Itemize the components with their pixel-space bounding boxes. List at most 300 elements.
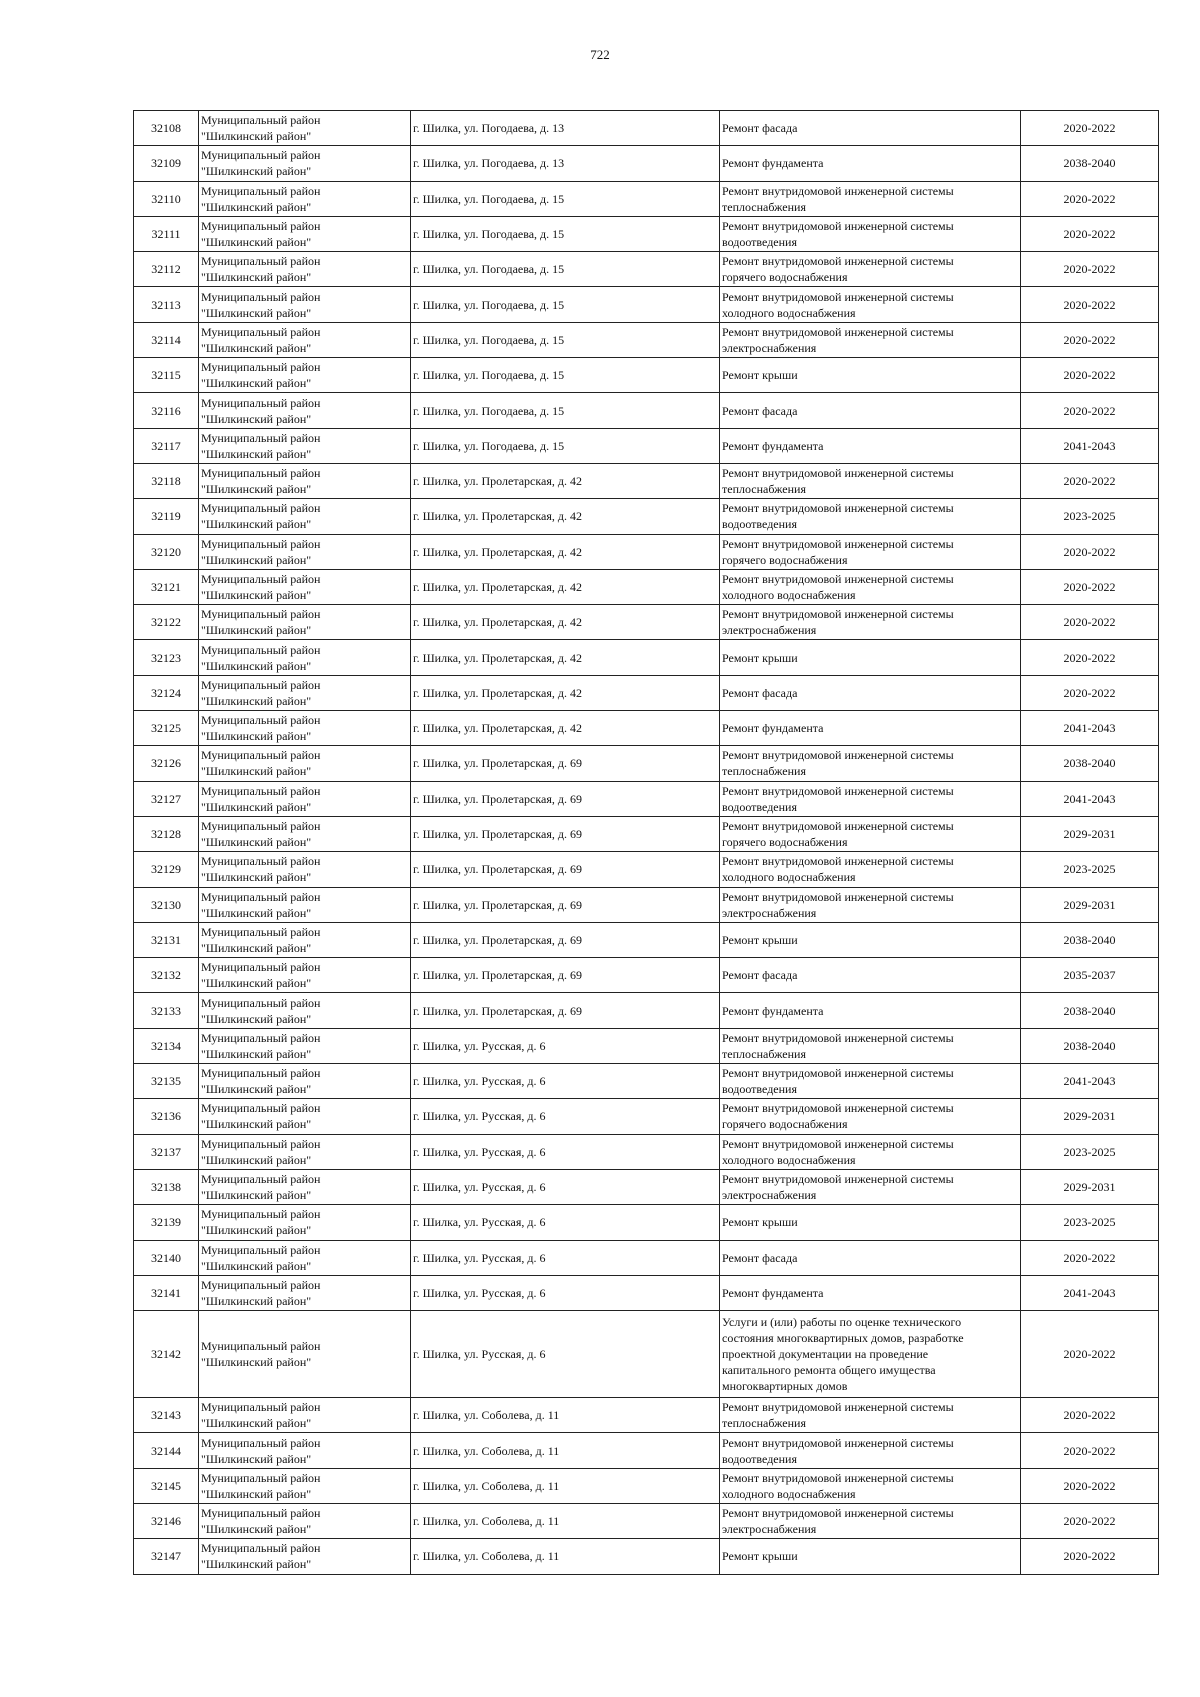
- work-type-line-1: Ремонт фасада: [722, 121, 798, 136]
- period-cell: 2020-2022: [1021, 1398, 1159, 1433]
- address-cell: г. Шилка, ул. Русская, д. 6: [411, 1311, 720, 1398]
- table-row: [134, 1311, 1159, 1398]
- work-type-line-1: Ремонт внутридомовой инженерной системы: [722, 748, 954, 763]
- period-cell: 2020-2022: [1021, 569, 1159, 604]
- work-type-cell: [720, 922, 1021, 957]
- municipality-line-2: "Шилкинский район": [201, 270, 312, 285]
- municipality-line-1: Муниципальный район: [201, 324, 321, 339]
- work-type-line-2: теплоснабжения: [722, 1416, 806, 1431]
- period-cell: 2029-2031: [1021, 816, 1159, 851]
- table-row: [134, 852, 1159, 887]
- work-type-cell: [720, 640, 1021, 675]
- period-cell: 2038-2040: [1021, 922, 1159, 957]
- period-cell: 2020-2022: [1021, 393, 1159, 428]
- municipality-line-1: Муниципальный район: [201, 1435, 321, 1450]
- municipality-cell: [199, 605, 411, 640]
- address-cell: г. Шилка, ул. Пролетарская, д. 69: [411, 852, 720, 887]
- table-row: [134, 887, 1159, 922]
- row-number-cell: 32140: [134, 1240, 199, 1275]
- table-row: [134, 569, 1159, 604]
- municipality-line-1: Муниципальный район: [201, 536, 321, 551]
- work-type-cell: [720, 428, 1021, 463]
- row-number-cell: 32134: [134, 1028, 199, 1063]
- work-type-line-1: Ремонт крыши: [722, 932, 798, 947]
- table-row: [134, 1064, 1159, 1099]
- municipality-line-2: "Шилкинский район": [201, 1416, 312, 1431]
- municipality-line-2: "Шилкинский район": [201, 517, 312, 532]
- period-cell: 2023-2025: [1021, 1134, 1159, 1169]
- municipality-line-1: Муниципальный район: [201, 677, 321, 692]
- municipality-line-2: "Шилкинский район": [201, 411, 312, 426]
- address-cell: г. Шилка, ул. Соболева, д. 11: [411, 1398, 720, 1433]
- period-cell: 2020-2022: [1021, 358, 1159, 393]
- period-cell: 2020-2022: [1021, 534, 1159, 569]
- work-type-line-1: Ремонт внутридомовой инженерной системы: [722, 1506, 954, 1521]
- work-type-line-1: Ремонт внутридомовой инженерной системы: [722, 1435, 954, 1450]
- municipality-line-1: Муниципальный район: [201, 1506, 321, 1521]
- work-type-line-2: горячего водоснабжения: [722, 552, 848, 567]
- municipality-line-1: Муниципальный район: [201, 183, 321, 198]
- municipality-line-1: Муниципальный район: [201, 1470, 321, 1485]
- work-type-cell: [720, 605, 1021, 640]
- work-type-line: Услуги и (или) работы по оценке технического: [722, 1315, 962, 1330]
- work-type-cell: [720, 1134, 1021, 1169]
- work-type-line: многоквартирных домов: [722, 1379, 848, 1394]
- municipality-cell: [199, 569, 411, 604]
- municipality-line-2: "Шилкинский район": [201, 340, 312, 355]
- municipality-line-1: Муниципальный район: [201, 360, 321, 375]
- row-number-cell: 32124: [134, 675, 199, 710]
- period-cell: 2029-2031: [1021, 1099, 1159, 1134]
- table-row: [134, 146, 1159, 181]
- row-number-cell: 32138: [134, 1169, 199, 1204]
- work-type-line-1: Ремонт крыши: [722, 1215, 798, 1230]
- work-type-cell: [720, 1398, 1021, 1433]
- municipality-line-1: Муниципальный район: [201, 1207, 321, 1222]
- address-cell: г. Шилка, ул. Пролетарская, д. 69: [411, 746, 720, 781]
- table-row: [134, 322, 1159, 357]
- row-number-cell: 32143: [134, 1398, 199, 1433]
- period-cell: 2020-2022: [1021, 1311, 1159, 1398]
- period-cell: 2020-2022: [1021, 640, 1159, 675]
- work-type-line-1: Ремонт внутридомовой инженерной системы: [722, 1172, 954, 1187]
- municipality-cell: [199, 499, 411, 534]
- municipality-cell: [199, 1398, 411, 1433]
- table-row: [134, 499, 1159, 534]
- work-type-line-2: теплоснабжения: [722, 199, 806, 214]
- period-cell: 2020-2022: [1021, 675, 1159, 710]
- table-row: [134, 922, 1159, 957]
- work-type-line-1: Ремонт внутридомовой инженерной системы: [722, 219, 954, 234]
- municipality-line-2: "Шилкинский район": [201, 729, 312, 744]
- municipality-cell: [199, 358, 411, 393]
- municipality-cell: [199, 1468, 411, 1503]
- row-number-cell: 32120: [134, 534, 199, 569]
- work-type-line-1: Ремонт фасада: [722, 968, 798, 983]
- municipality-line-1: Муниципальный район: [201, 1066, 321, 1081]
- work-type-line-1: Ремонт крыши: [722, 368, 798, 383]
- period-cell: 2038-2040: [1021, 993, 1159, 1028]
- period-cell: 2029-2031: [1021, 1169, 1159, 1204]
- address-cell: г. Шилка, ул. Погодаева, д. 15: [411, 287, 720, 322]
- municipality-cell: [199, 1311, 411, 1398]
- table-row: [134, 1169, 1159, 1204]
- work-type-cell: [720, 675, 1021, 710]
- table-row: [134, 1134, 1159, 1169]
- work-type-line-2: теплоснабжения: [722, 764, 806, 779]
- municipality-line-1: Муниципальный район: [201, 1242, 321, 1257]
- work-type-line-1: Ремонт внутридомовой инженерной системы: [722, 854, 954, 869]
- table-row: [134, 181, 1159, 216]
- work-type-line-2: холодного водоснабжения: [722, 870, 856, 885]
- address-cell: г. Шилка, ул. Русская, д. 6: [411, 1205, 720, 1240]
- municipality-cell: [199, 287, 411, 322]
- work-type-cell: [720, 852, 1021, 887]
- municipality-cell: [199, 1240, 411, 1275]
- municipality-line-2: "Шилкинский район": [201, 623, 312, 638]
- work-type-line-1: Ремонт внутридомовой инженерной системы: [722, 1470, 954, 1485]
- row-number-cell: 32145: [134, 1468, 199, 1503]
- municipality-line-1: Муниципальный район: [201, 819, 321, 834]
- period-cell: 2041-2043: [1021, 711, 1159, 746]
- work-type-line-1: Ремонт внутридомовой инженерной системы: [722, 501, 954, 516]
- work-type-line-1: Ремонт внутридомовой инженерной системы: [722, 1136, 954, 1151]
- municipality-line-2: "Шилкинский район": [201, 1557, 312, 1572]
- municipality-cell: [199, 887, 411, 922]
- municipality-cell: [199, 922, 411, 957]
- period-cell: 2035-2037: [1021, 958, 1159, 993]
- table-row: [134, 1205, 1159, 1240]
- work-type-cell: [720, 287, 1021, 322]
- municipality-cell: [199, 746, 411, 781]
- address-cell: г. Шилка, ул. Русская, д. 6: [411, 1169, 720, 1204]
- address-cell: г. Шилка, ул. Пролетарская, д. 69: [411, 993, 720, 1028]
- work-type-line-1: Ремонт фасада: [722, 1250, 798, 1265]
- row-number-cell: 32146: [134, 1503, 199, 1538]
- municipality-line-2: "Шилкинский район": [201, 1188, 312, 1203]
- work-type-line-1: Ремонт внутридомовой инженерной системы: [722, 1400, 954, 1415]
- work-type-line-2: водоотведения: [722, 517, 797, 532]
- table-row: [134, 1398, 1159, 1433]
- work-type-cell: [720, 1205, 1021, 1240]
- row-number-cell: 32125: [134, 711, 199, 746]
- municipality-line-1: Муниципальный район: [201, 748, 321, 763]
- municipality-cell: [199, 534, 411, 569]
- municipality-cell: [199, 1433, 411, 1468]
- address-cell: г. Шилка, ул. Пролетарская, д. 42: [411, 675, 720, 710]
- municipality-line-1: Муниципальный район: [201, 1541, 321, 1556]
- work-type-cell: [720, 1064, 1021, 1099]
- work-type-cell: [720, 1433, 1021, 1468]
- municipality-cell: [199, 146, 411, 181]
- work-type-cell: [720, 781, 1021, 816]
- municipality-cell: [199, 393, 411, 428]
- period-cell: 2020-2022: [1021, 111, 1159, 146]
- municipality-line-2: "Шилкинский район": [201, 1522, 312, 1537]
- municipality-cell: [199, 1539, 411, 1574]
- address-cell: г. Шилка, ул. Погодаева, д. 15: [411, 181, 720, 216]
- period-cell: 2020-2022: [1021, 287, 1159, 322]
- period-cell: 2020-2022: [1021, 1240, 1159, 1275]
- municipality-line-2: "Шилкинский район": [201, 799, 312, 814]
- work-type-cell: [720, 1099, 1021, 1134]
- table-row: [134, 746, 1159, 781]
- municipality-line-1: Муниципальный район: [201, 960, 321, 975]
- work-type-line-2: горячего водоснабжения: [722, 270, 848, 285]
- work-type-line-1: Ремонт фасада: [722, 685, 798, 700]
- municipality-line-1: Муниципальный район: [201, 1339, 321, 1354]
- period-cell: 2029-2031: [1021, 887, 1159, 922]
- municipality-line-2: "Шилкинский район": [201, 552, 312, 567]
- period-cell: 2020-2022: [1021, 252, 1159, 287]
- municipality-line-2: "Шилкинский район": [201, 235, 312, 250]
- table-body: [134, 111, 1159, 1575]
- work-type-line: проектной документации на проведение: [722, 1347, 929, 1362]
- municipality-line-2: "Шилкинский район": [201, 693, 312, 708]
- work-type-line-2: электроснабжения: [722, 1522, 817, 1537]
- table-row: [134, 993, 1159, 1028]
- municipality-cell: [199, 322, 411, 357]
- period-cell: 2020-2022: [1021, 216, 1159, 251]
- table-row: [134, 1468, 1159, 1503]
- address-cell: г. Шилка, ул. Погодаева, д. 15: [411, 216, 720, 251]
- row-number-cell: 32142: [134, 1311, 199, 1398]
- work-type-cell: [720, 958, 1021, 993]
- municipality-line-2: "Шилкинский район": [201, 446, 312, 461]
- municipality-line-1: Муниципальный район: [201, 642, 321, 657]
- work-type-line-2: холодного водоснабжения: [722, 1486, 856, 1501]
- work-type-line-1: Ремонт фундамента: [722, 1285, 824, 1300]
- municipality-line-2: "Шилкинский район": [201, 870, 312, 885]
- period-cell: 2020-2022: [1021, 1433, 1159, 1468]
- work-type-line-2: электроснабжения: [722, 1188, 817, 1203]
- municipality-cell: [199, 852, 411, 887]
- page-number: 722: [590, 47, 610, 62]
- row-number-cell: 32131: [134, 922, 199, 957]
- work-type-cell: [720, 463, 1021, 498]
- period-cell: 2020-2022: [1021, 1539, 1159, 1574]
- work-type-cell: [720, 1240, 1021, 1275]
- address-cell: г. Шилка, ул. Русская, д. 6: [411, 1240, 720, 1275]
- municipality-line-1: Муниципальный район: [201, 572, 321, 586]
- address-cell: г. Шилка, ул. Пролетарская, д. 69: [411, 922, 720, 957]
- address-cell: г. Шилка, ул. Пролетарская, д. 42: [411, 640, 720, 675]
- period-cell: 2041-2043: [1021, 781, 1159, 816]
- table-row: [134, 1275, 1159, 1310]
- table-row: [134, 252, 1159, 287]
- work-type-line-2: холодного водоснабжения: [722, 588, 856, 602]
- work-type-cell: [720, 181, 1021, 216]
- table-row: [134, 1433, 1159, 1468]
- work-type-line: состояния многоквартирных домов, разработке: [722, 1331, 964, 1346]
- row-number-cell: 32112: [134, 252, 199, 287]
- period-cell: 2038-2040: [1021, 146, 1159, 181]
- work-type-cell: [720, 711, 1021, 746]
- work-type-line-1: Ремонт фасада: [722, 403, 798, 418]
- address-cell: г. Шилка, ул. Пролетарская, д. 42: [411, 569, 720, 604]
- table-row: [134, 111, 1159, 146]
- period-cell: 2020-2022: [1021, 605, 1159, 640]
- municipality-cell: [199, 1028, 411, 1063]
- address-cell: г. Шилка, ул. Пролетарская, д. 69: [411, 958, 720, 993]
- row-number-cell: 32129: [134, 852, 199, 887]
- row-number-cell: 32113: [134, 287, 199, 322]
- work-type-line-2: водоотведения: [722, 1451, 797, 1466]
- work-type-line-1: Ремонт внутридомовой инженерной системы: [722, 819, 954, 834]
- row-number-cell: 32109: [134, 146, 199, 181]
- work-type-line-1: Ремонт внутридомовой инженерной системы: [722, 783, 954, 798]
- work-type-cell: [720, 1503, 1021, 1538]
- municipality-line-1: Муниципальный район: [201, 395, 321, 410]
- row-number-cell: 32128: [134, 816, 199, 851]
- work-type-line-2: горячего водоснабжения: [722, 1117, 848, 1132]
- work-type-line-1: Ремонт фундамента: [722, 438, 824, 453]
- address-cell: г. Шилка, ул. Пролетарская, д. 42: [411, 499, 720, 534]
- work-type-line-2: холодного водоснабжения: [722, 305, 856, 320]
- work-type-line-1: Ремонт крыши: [722, 1549, 798, 1564]
- address-cell: г. Шилка, ул. Русская, д. 6: [411, 1028, 720, 1063]
- row-number-cell: 32141: [134, 1275, 199, 1310]
- period-cell: 2041-2043: [1021, 1275, 1159, 1310]
- period-cell: 2020-2022: [1021, 322, 1159, 357]
- row-number-cell: 32133: [134, 993, 199, 1028]
- table-row: [134, 1240, 1159, 1275]
- work-type-line-1: Ремонт внутридомовой инженерной системы: [722, 289, 954, 304]
- row-number-cell: 32123: [134, 640, 199, 675]
- municipality-line-1: Муниципальный район: [201, 889, 321, 904]
- table-row: [134, 358, 1159, 393]
- period-cell: 2038-2040: [1021, 1028, 1159, 1063]
- municipality-line-1: Муниципальный район: [201, 113, 321, 128]
- table-row: [134, 640, 1159, 675]
- period-cell: 2023-2025: [1021, 499, 1159, 534]
- table-row: [134, 1539, 1159, 1574]
- municipality-line-2: "Шилкинский район": [201, 376, 312, 391]
- municipality-cell: [199, 1064, 411, 1099]
- period-cell: 2020-2022: [1021, 1503, 1159, 1538]
- table-row: [134, 1099, 1159, 1134]
- row-number-cell: 32130: [134, 887, 199, 922]
- municipality-line-2: "Шилкинский район": [201, 1223, 312, 1238]
- municipality-line-2: "Шилкинский район": [201, 305, 312, 320]
- table-row: [134, 816, 1159, 851]
- period-cell: 2038-2040: [1021, 746, 1159, 781]
- work-type-line-1: Ремонт внутридомовой инженерной системы: [722, 1066, 954, 1081]
- work-type-line-2: электроснабжения: [722, 623, 817, 638]
- municipality-line-1: Муниципальный район: [201, 466, 321, 481]
- row-number-cell: 32135: [134, 1064, 199, 1099]
- row-number-cell: 32121: [134, 569, 199, 604]
- municipality-line-2: "Шилкинский район": [201, 1451, 312, 1466]
- row-number-cell: 32126: [134, 746, 199, 781]
- work-type-line-1: Ремонт внутридомовой инженерной системы: [722, 183, 954, 198]
- row-number-cell: 32137: [134, 1134, 199, 1169]
- municipality-line-2: "Шилкинский район": [201, 1117, 312, 1132]
- municipality-line-1: Муниципальный район: [201, 854, 321, 869]
- work-type-cell: [720, 534, 1021, 569]
- work-type-line-1: Ремонт фундамента: [722, 1003, 824, 1018]
- municipality-cell: [199, 1169, 411, 1204]
- municipality-cell: [199, 428, 411, 463]
- work-type-line-1: Ремонт внутридомовой инженерной системы: [722, 536, 954, 551]
- work-type-line-2: теплоснабжения: [722, 1046, 806, 1061]
- municipality-line-2: "Шилкинский район": [201, 129, 312, 144]
- work-type-line-1: Ремонт внутридомовой инженерной системы: [722, 1030, 954, 1045]
- work-type-line-1: Ремонт внутридомовой инженерной системы: [722, 254, 954, 269]
- work-type-line-2: водоотведения: [722, 799, 797, 814]
- table-row: [134, 428, 1159, 463]
- row-number-cell: 32144: [134, 1433, 199, 1468]
- municipality-cell: [199, 216, 411, 251]
- address-cell: г. Шилка, ул. Пролетарская, д. 42: [411, 605, 720, 640]
- municipality-cell: [199, 640, 411, 675]
- table-row: [134, 1028, 1159, 1063]
- row-number-cell: 32114: [134, 322, 199, 357]
- municipality-cell: [199, 816, 411, 851]
- table-row: [134, 711, 1159, 746]
- row-number-cell: 32115: [134, 358, 199, 393]
- municipality-line-1: Муниципальный район: [201, 607, 321, 622]
- municipality-line-2: "Шилкинский район": [201, 482, 312, 497]
- work-type-cell: [720, 746, 1021, 781]
- work-type-line-1: Ремонт внутридомовой инженерной системы: [722, 466, 954, 481]
- period-cell: 2041-2043: [1021, 428, 1159, 463]
- municipality-line-2: "Шилкинский район": [201, 1486, 312, 1501]
- municipality-cell: [199, 1134, 411, 1169]
- municipality-line-2: "Шилкинский район": [201, 1293, 312, 1308]
- address-cell: г. Шилка, ул. Погодаева, д. 15: [411, 252, 720, 287]
- municipality-line-1: Муниципальный район: [201, 289, 321, 304]
- work-type-line-1: Ремонт крыши: [722, 650, 798, 665]
- municipality-line-1: Муниципальный район: [201, 1400, 321, 1415]
- row-number-cell: 32111: [134, 216, 199, 251]
- work-type-cell: [720, 816, 1021, 851]
- table-row: [134, 781, 1159, 816]
- municipality-line-1: Муниципальный район: [201, 783, 321, 798]
- table-row: [134, 1503, 1159, 1538]
- work-type-line-2: горячего водоснабжения: [722, 835, 848, 850]
- row-number-cell: 32117: [134, 428, 199, 463]
- address-cell: г. Шилка, ул. Пролетарская, д. 69: [411, 816, 720, 851]
- table-row: [134, 605, 1159, 640]
- address-cell: г. Шилка, ул. Русская, д. 6: [411, 1064, 720, 1099]
- work-type-line-2: электроснабжения: [722, 905, 817, 920]
- municipality-line-1: Муниципальный район: [201, 924, 321, 939]
- address-cell: г. Шилка, ул. Погодаева, д. 15: [411, 358, 720, 393]
- address-cell: г. Шилка, ул. Погодаева, д. 13: [411, 111, 720, 146]
- municipality-cell: [199, 1275, 411, 1310]
- work-type-line-2: водоотведения: [722, 235, 797, 250]
- municipality-line-1: Муниципальный район: [201, 1136, 321, 1151]
- municipality-line-2: "Шилкинский район": [201, 764, 312, 779]
- municipality-cell: [199, 111, 411, 146]
- work-type-line-1: Ремонт внутридомовой инженерной системы: [722, 324, 954, 339]
- address-cell: г. Шилка, ул. Пролетарская, д. 69: [411, 781, 720, 816]
- municipality-cell: [199, 1099, 411, 1134]
- table-row: [134, 534, 1159, 569]
- work-type-line: капитального ремонта общего имущества: [722, 1363, 936, 1378]
- municipality-line-2: "Шилкинский район": [201, 940, 312, 955]
- address-cell: г. Шилка, ул. Погодаева, д. 15: [411, 393, 720, 428]
- work-type-cell: [720, 252, 1021, 287]
- work-type-line-2: электроснабжения: [722, 340, 817, 355]
- address-cell: г. Шилка, ул. Пролетарская, д. 69: [411, 887, 720, 922]
- municipality-cell: [199, 181, 411, 216]
- work-type-line-1: Ремонт фундамента: [722, 156, 824, 171]
- municipality-line-2: "Шилкинский район": [201, 164, 312, 179]
- municipality-line-2: "Шилкинский район": [201, 199, 312, 214]
- address-cell: г. Шилка, ул. Погодаева, д. 15: [411, 322, 720, 357]
